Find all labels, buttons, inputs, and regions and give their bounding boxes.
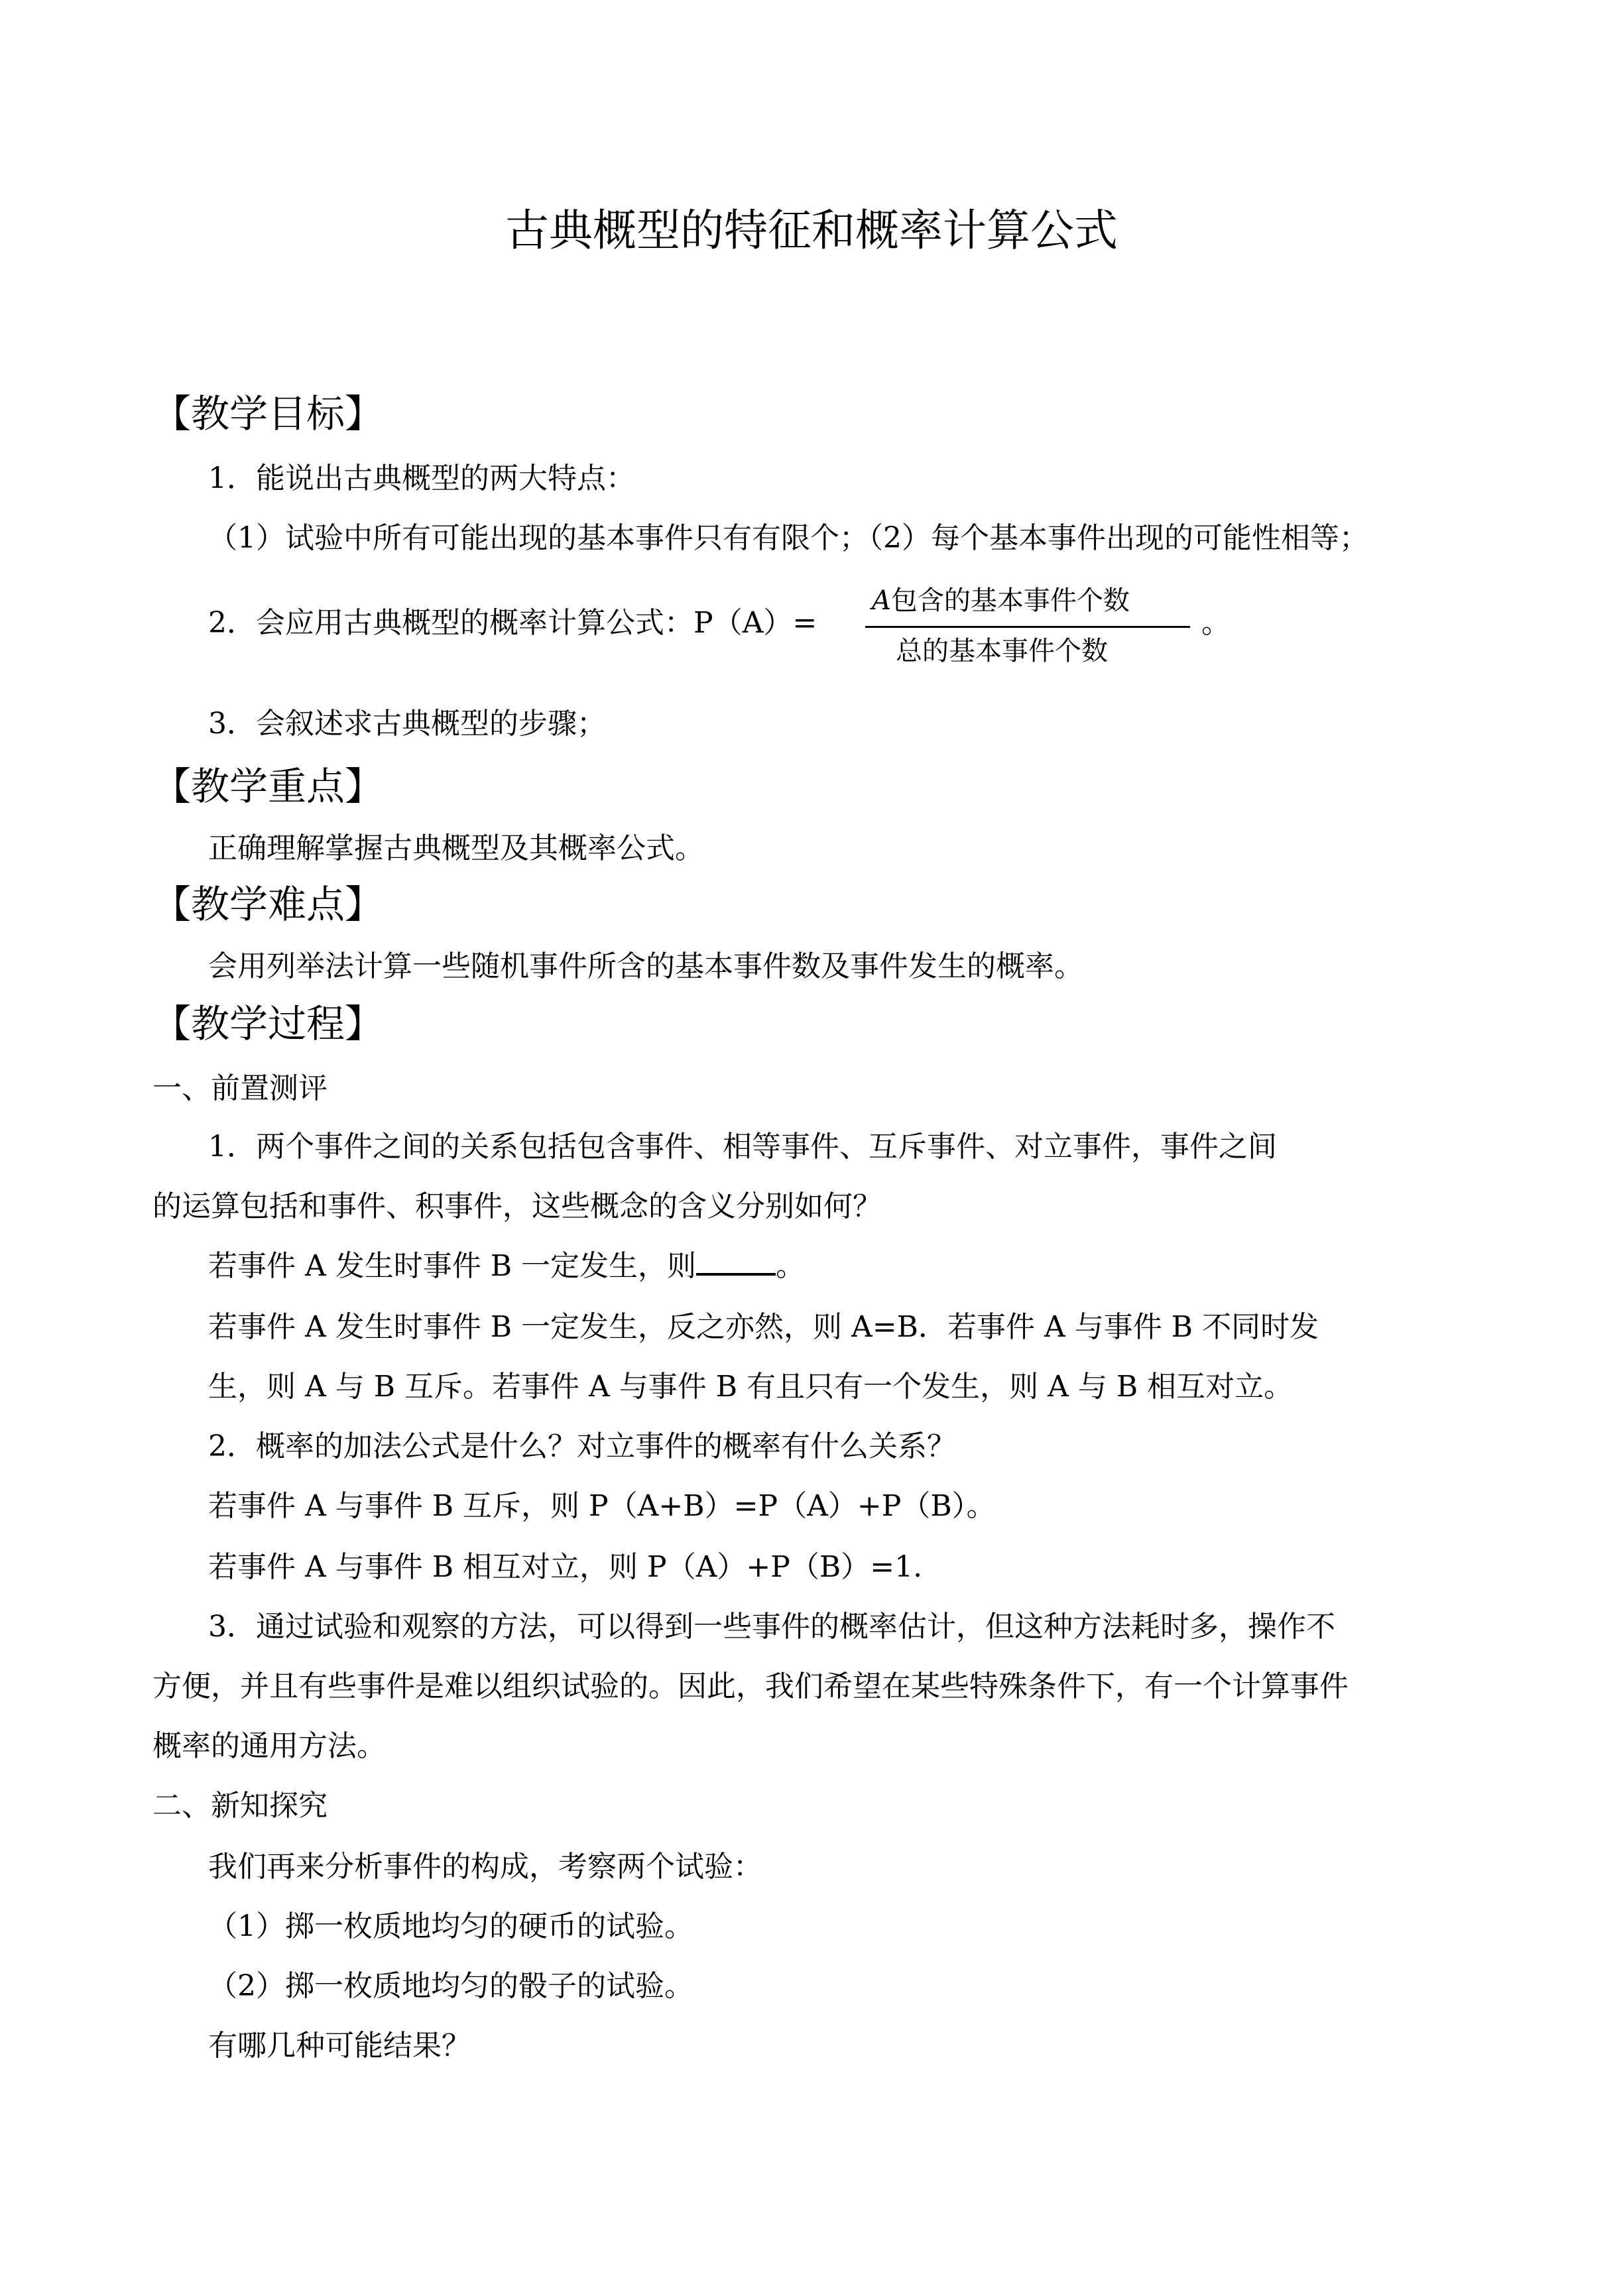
part-1-answer-2-line-2: 生，则 A 与 B 互斥。若事件 A 与事件 B 有且只有一个发生，则 A 与 B 相互对立。 bbox=[208, 1370, 1293, 1404]
fraction-numerator bbox=[872, 582, 1130, 619]
goal-3: 3．会叙述求古典概型的步骤； bbox=[208, 707, 606, 741]
section-heading-key-points: 【教学重点】 bbox=[152, 764, 384, 809]
goal-1-detail: （1）试验中所有可能出现的基本事件只有有限个；（2）每个基本事件出现的可能性相等； bbox=[208, 521, 1368, 555]
part-1-answer-3: 若事件 A 与事件 B 互斥，则 P（A+B）=P（A）+P（B）。 bbox=[208, 1489, 996, 1523]
fraction-bar bbox=[865, 626, 1190, 628]
part-1-answer-2-line-1: 若事件 A 发生时事件 B 一定发生，反之亦然，则 A=B．若事件 A 与事件 B 不同时发 bbox=[208, 1310, 1319, 1344]
event-variable: A bbox=[872, 585, 891, 616]
part-1-heading: 一、前置测评 bbox=[152, 1071, 328, 1105]
part-1-answer-1 bbox=[208, 1246, 805, 1286]
part-1-q3-line-2: 方便，并且有些事件是难以组织试验的。因此，我们希望在某些特殊条件下，有一个计算事件 bbox=[152, 1669, 1349, 1703]
section-heading-goals: 【教学目标】 bbox=[152, 391, 384, 436]
part-1-answer-4: 若事件 A 与事件 B 相互对立，则 P（A）+P（B）=1. bbox=[208, 1550, 923, 1584]
fill-in-blank bbox=[696, 1246, 776, 1276]
part-2-heading: 二、新知探究 bbox=[152, 1789, 328, 1823]
part-2-question: 有哪几种可能结果？ bbox=[208, 2029, 471, 2063]
key-points-text: 正确理解掌握古典概型及其概率公式。 bbox=[208, 831, 704, 865]
part-1-q1-line-1: 1．两个事件之间的关系包括包含事件、相等事件、互斥事件、对立事件，事件之间 bbox=[208, 1130, 1277, 1164]
part-2-experiment-2: （2）掷一枚质地均匀的骰子的试验。 bbox=[208, 1969, 693, 2003]
fraction-denominator: 总的基本事件个数 bbox=[896, 636, 1108, 666]
section-heading-process: 【教学过程】 bbox=[152, 1001, 384, 1046]
part-2-experiment-1: （1）掷一枚质地均匀的硬币的试验。 bbox=[208, 1909, 693, 1943]
answer-1-suffix: 。 bbox=[776, 1249, 806, 1283]
difficulties-text: 会用列举法计算一些随机事件所含的基本事件数及事件发生的概率。 bbox=[208, 949, 1083, 983]
answer-1-text: 若事件 A 发生时事件 B 一定发生，则 bbox=[208, 1249, 697, 1283]
goal-2-suffix: 。 bbox=[1201, 606, 1231, 640]
part-1-q3-line-3: 概率的通用方法。 bbox=[152, 1729, 386, 1763]
numerator-text: 包含的基本事件个数 bbox=[890, 585, 1130, 616]
part-2-intro: 我们再来分析事件的构成，考察两个试验： bbox=[208, 1850, 762, 1884]
page-title: 古典概型的特征和概率计算公式 bbox=[505, 205, 1118, 256]
part-1-q3-line-1: 3．通过试验和观察的方法，可以得到一些事件的概率估计，但这种方法耗时多，操作不 bbox=[208, 1610, 1335, 1644]
section-heading-difficulties: 【教学难点】 bbox=[152, 882, 384, 927]
part-1-q1-line-2: 的运算包括和事件、积事件，这些概念的含义分别如何？ bbox=[152, 1189, 882, 1223]
goal-2-prefix: 2．会应用古典概型的概率计算公式：P（A）= bbox=[208, 606, 817, 640]
goal-1: 1．能说出古典概型的两大特点： bbox=[208, 461, 635, 495]
probability-formula-fraction bbox=[865, 582, 1197, 675]
part-1-q2: 2．概率的加法公式是什么？对立事件的概率有什么关系？ bbox=[208, 1429, 956, 1463]
